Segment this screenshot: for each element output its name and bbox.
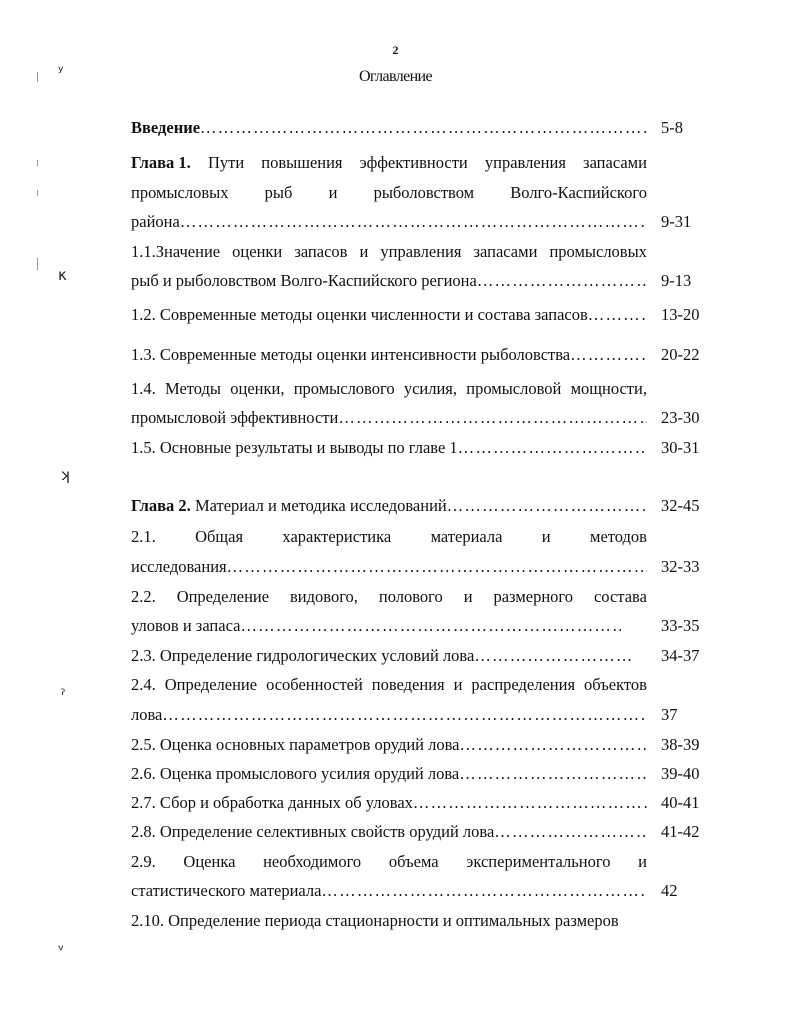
margin-scan-mark: ˀ (60, 686, 66, 704)
toc-section-2-8: 2.8. Определение селективных свойств орудий лова ………………………………………………………………………………………………………………………………………… (131, 822, 647, 842)
page-number: 2 (392, 43, 399, 57)
toc-section-2-4-line2: лова ………………………………………………………………………………………………………………………………………… (131, 705, 647, 725)
toc-section-2-3-pages: 34-37 (661, 646, 700, 665)
toc-section-1-5-pages: 30-31 (661, 438, 700, 457)
toc-section-2-6: 2.6. Оценка промыслового усилия орудий лова ………………………………………………………………………………………………………………………………………… (131, 764, 647, 784)
toc-section-1-3: 1.3. Современные методы оценки интенсивности рыболовства ………………………………………………………………………………………………………………………………………… (131, 345, 647, 365)
margin-scan-mark: ʞ (60, 466, 71, 484)
toc-section-1-4-line2: промысловой эффективности ………………………………………………………………………………………………………………………………………… (131, 408, 647, 428)
toc-chapter-1-line3: района ………………………………………………………………………………………………………………………………………… (131, 212, 647, 232)
toc-section-2-7-pages: 40-41 (661, 793, 700, 812)
chapter-2-prefix: Глава 2. (131, 496, 191, 515)
toc-section-1-1-line2: рыб и рыболовством Волго-Каспийского региона ………………………………………………………………………………………………………………………………………… (131, 271, 647, 291)
margin-scan-mark: ʸ (58, 62, 64, 80)
margin-scan-mark (37, 258, 38, 270)
toc-section-2-5-pages: 38-39 (661, 735, 700, 754)
chapter-1-prefix: Глава 1. (131, 153, 191, 172)
toc-section-1-1-line1: 1.1.Значение оценки запасов и управления запасами промысловых (131, 242, 647, 261)
toc-section-1-3-pages: 20-22 (661, 345, 700, 364)
margin-scan-mark: ᵛ (58, 941, 65, 959)
toc-section-1-4-pages: 23-30 (661, 408, 700, 427)
toc-section-2-2-line2: уловов и запаса ………………………………………………………………………………………………………………………………………… (131, 616, 621, 636)
toc-section-2-8-pages: 41-42 (661, 822, 700, 841)
toc-section-1-1-pages: 9-13 (661, 271, 692, 290)
toc-section-2-9-line2: статистического материала ………………………………………………………………………………………………………………………………………… (131, 881, 647, 901)
margin-scan-mark (37, 72, 38, 82)
toc-intro-label: Введение (131, 118, 201, 137)
toc-section-1-4-line1: 1.4. Методы оценки, промыслового усилия, промысловой мощности, (131, 379, 647, 398)
toc-section-2-6-pages: 39-40 (661, 764, 700, 783)
toc-chapter-1-pages: 9-31 (661, 212, 692, 231)
margin-scan-mark (37, 190, 38, 196)
toc-section-2-3: 2.3. Определение гидрологических условий лова ………………………………………………………………………………………………………………………………………… (131, 646, 631, 666)
toc-section-2-1-pages: 32-33 (661, 557, 700, 576)
toc-section-1-5: 1.5. Основные результаты и выводы по главе 1 ………………………………………………………………………………………………………………………………………… (131, 438, 647, 458)
toc-intro (131, 118, 647, 138)
toc-section-1-2: 1.2. Современные методы оценки численности и состава запасов ………………………………………………………………………………………………………………………………………… (131, 305, 647, 325)
toc-chapter-2: Глава 2. Материал и методика исследований ………………………………………………………………………………………………………………………………………… (131, 496, 647, 516)
toc-section-2-1-line2: исследования ………………………………………………………………………………………………………………………………………… (131, 557, 647, 577)
toc-section-2-5: 2.5. Оценка основных параметров орудий лова ………………………………………………………………………………………………………………………………………… (131, 735, 647, 755)
toc-section-2-1-line1: 2.1. Общая характеристика материала и методов (131, 527, 647, 546)
toc-section-1-2-pages: 13-20 (661, 305, 700, 324)
toc-section-2-4-pages: 37 (661, 705, 678, 724)
toc-section-2-7: 2.7. Сбор и обработка данных об уловах ………………………………………………………………………………………………………………………………………… (131, 793, 647, 813)
margin-scan-mark: κ (58, 266, 67, 284)
toc-chapter-1-line2: промысловых рыб и рыболовством Волго-Каспийского (131, 183, 647, 202)
toc-section-2-2-pages: 33-35 (661, 616, 700, 635)
toc-section-2-2-line1: 2.2. Определение видового, полового и размерного состава (131, 587, 647, 606)
toc-chapter-1-line1: Глава 1. Пути повышения эффективности управления запасами (131, 153, 647, 172)
toc-section-2-10-line1: 2.10. Определение периода стационарности и оптимальных размеров (131, 911, 619, 930)
toc-intro-pages: 5-8 (661, 118, 683, 137)
toc-section-2-9-pages: 42 (661, 881, 678, 900)
margin-scan-mark (37, 160, 38, 166)
toc-section-2-4-line1: 2.4. Определение особенностей поведения и распределения объектов (131, 675, 647, 694)
page-title: Оглавление (358, 68, 433, 85)
toc-section-2-9-line1: 2.9. Оценка необходимого объема экспериментального и (131, 852, 647, 871)
toc-chapter-2-pages: 32-45 (661, 496, 700, 515)
